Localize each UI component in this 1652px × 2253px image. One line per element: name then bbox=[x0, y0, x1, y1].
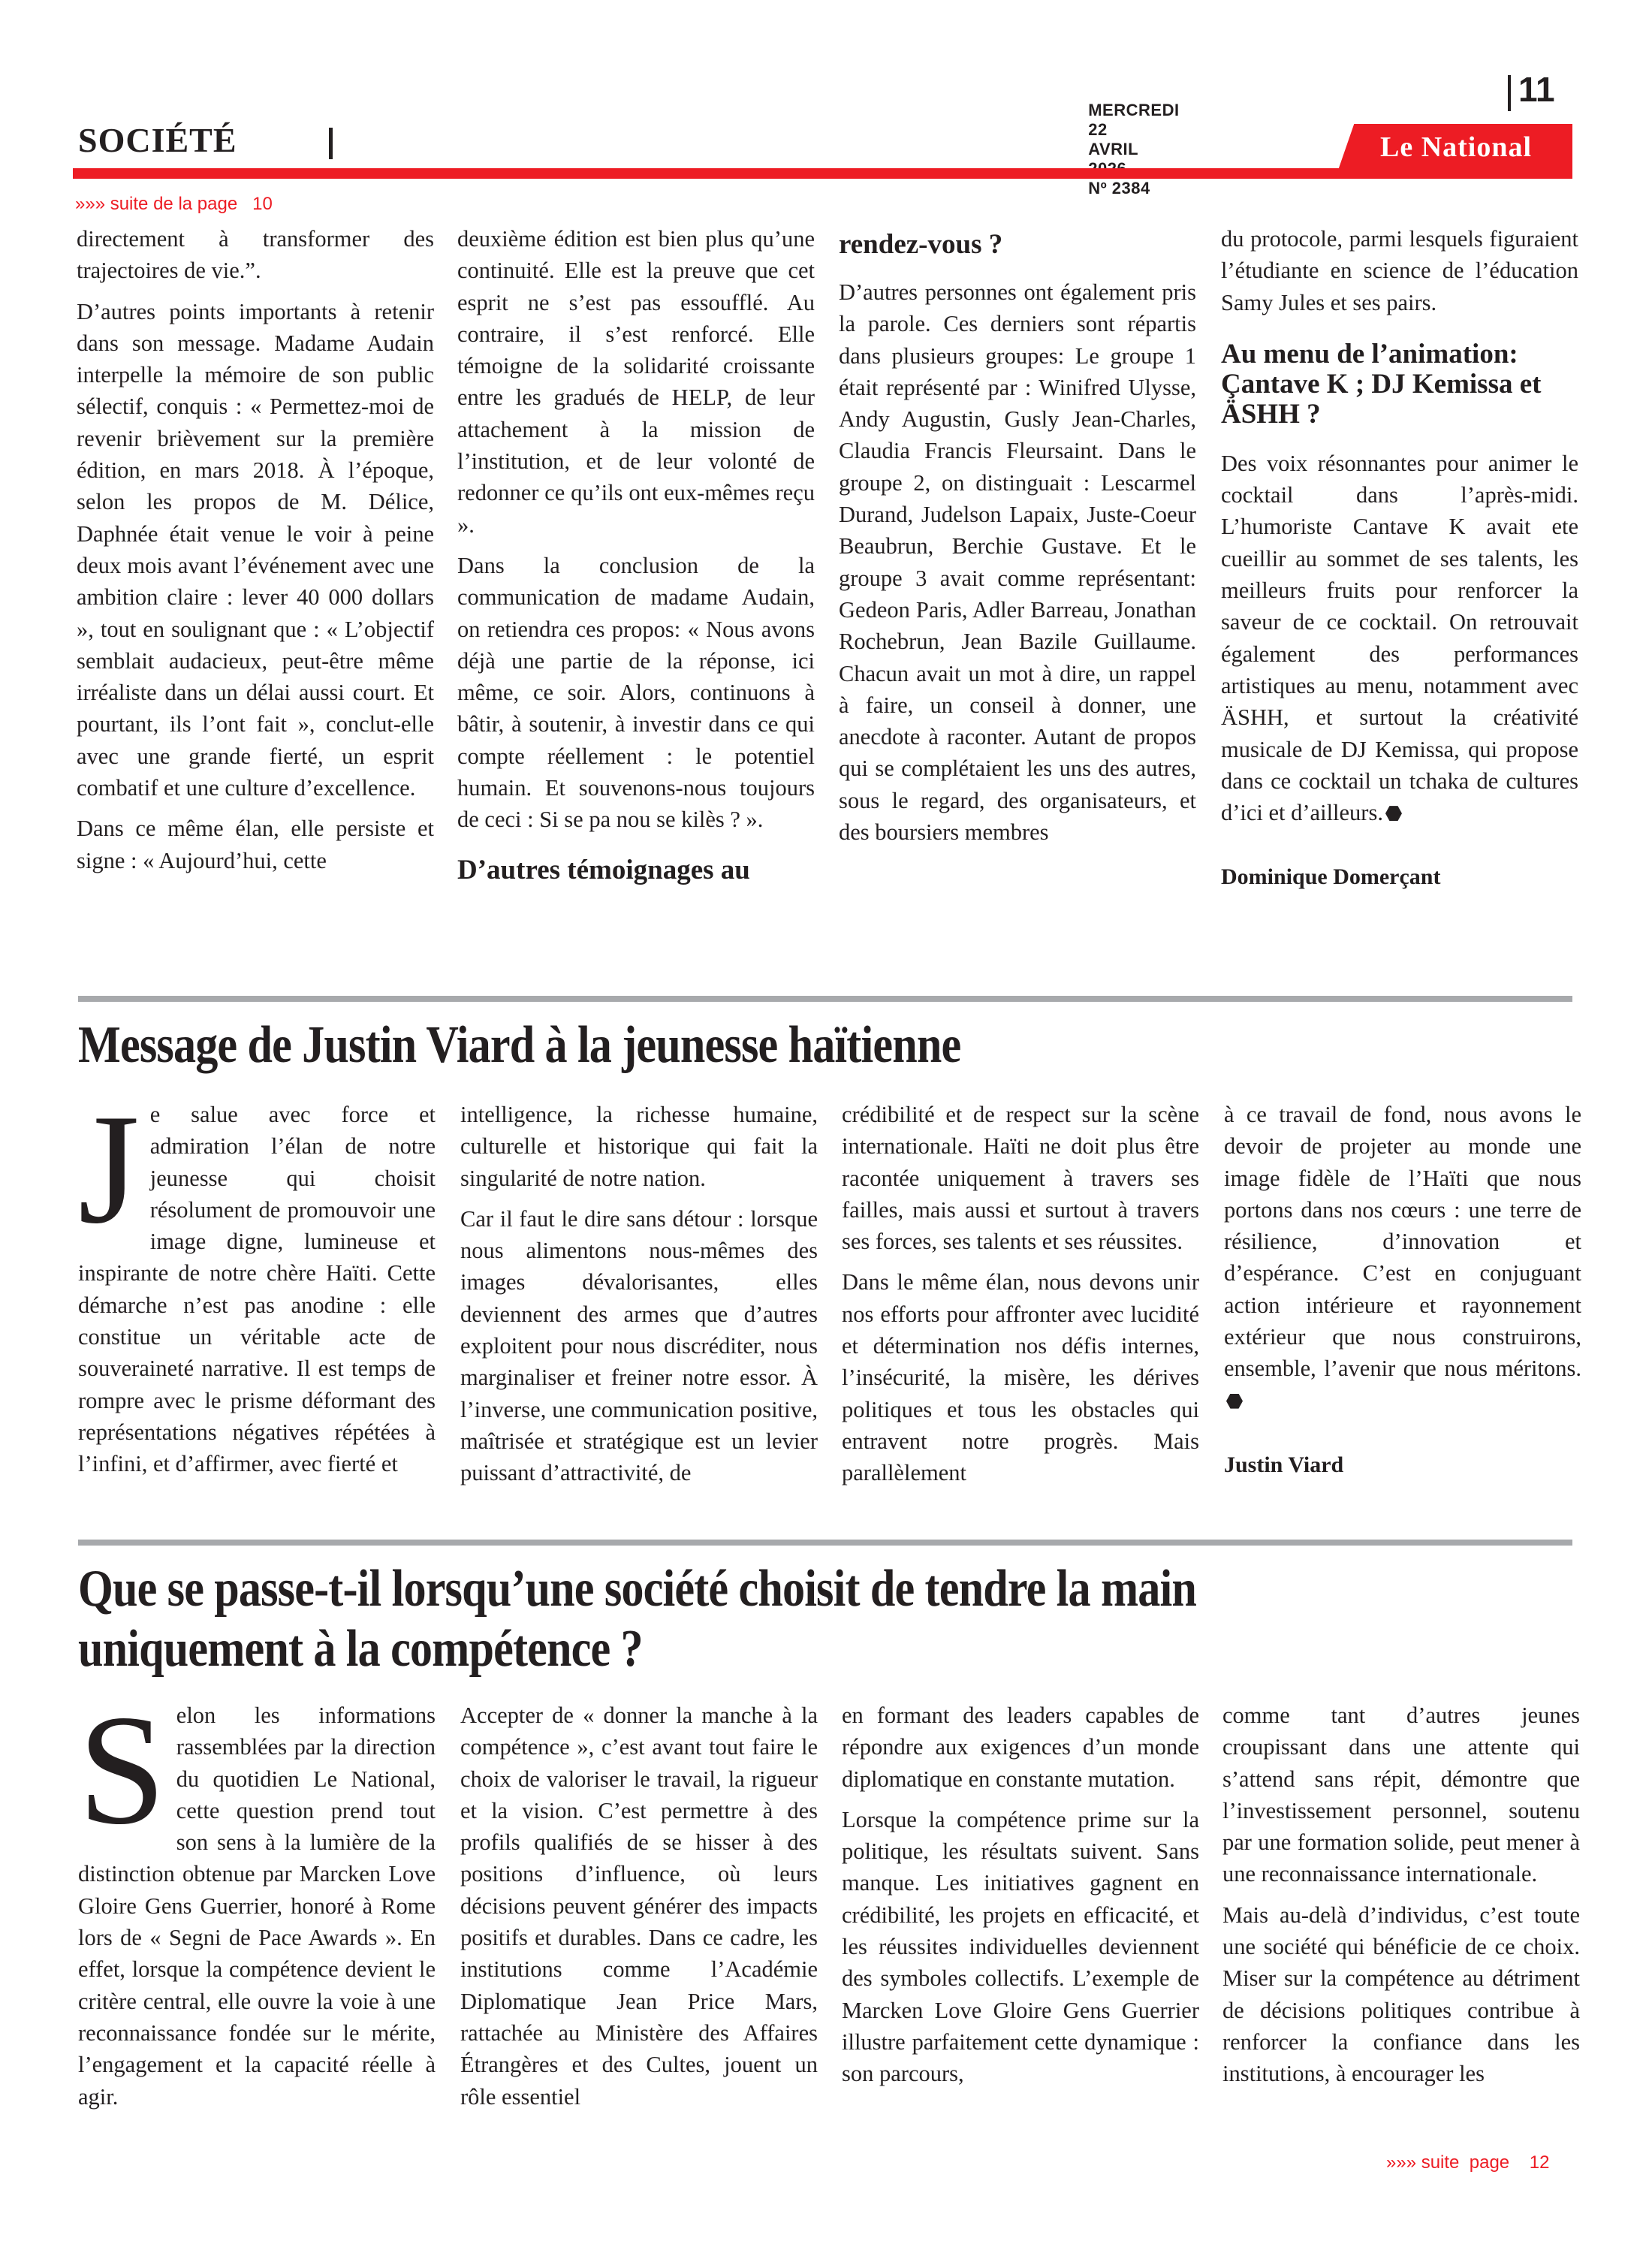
paragraph: en formant des leaders capables de répondre aux exigences d’un monde diplomatique en constante mutation. bbox=[842, 1703, 1199, 1792]
article1-column-1 bbox=[77, 223, 434, 885]
paragraph: deuxième édition est bien plus qu’une continuité. Elle est la preuve que cet esprit ne s’est pas essoufflé. Au contraire, il s’est renforcé. Elle témoigne de la solidarité croissante entre les gradués de HELP, de leur attachement à la mission de l’institution, et de leur volonté de redonner ce qu’ils ont eux-mêmes reçu ». bbox=[457, 226, 815, 538]
end-of-article-icon bbox=[1226, 1394, 1243, 1409]
paragraph: intelligence, la richesse humaine, culturelle et historique qui fait la singularité de notre nation. bbox=[460, 1102, 818, 1191]
drop-cap: J bbox=[78, 1082, 140, 1256]
article1-column-4 bbox=[1221, 223, 1578, 903]
subheading: Au menu de l’animation: Çantave K ; DJ Kemissa et ÄSHH ? bbox=[1221, 338, 1542, 430]
issue-number: Nº 2384 bbox=[1088, 179, 1150, 198]
issue-date: 22 bbox=[1088, 120, 1108, 139]
article2-column-1 bbox=[78, 1082, 436, 1489]
article2-column-2 bbox=[460, 1099, 818, 1498]
paragraph-text: elon les informations rassemblées par la direction du quotidien Le National, cette question prend tout son sens à la lumière de la distinction obtenue par Marcken Love Gloire Gens Guerrier, honoré à Rome lors de « Segni de Pace Awards ». En effet, lorsque la compétence devient le critère central, elle ouvre la voie à une reconnaissance fondée sur le mérite, l’engagement et la capacité réelle à agir. bbox=[78, 1703, 436, 2110]
article2-column-3 bbox=[842, 1099, 1199, 1498]
headline-line: uniquement à la compétence ? bbox=[78, 1620, 643, 1678]
headline-line: Que se passe-t-il lorsqu’une société choisit de tendre la main bbox=[78, 1560, 1196, 1618]
paragraph: Dans ce même élan, elle persiste et signe : « Aujourd’hui, cette bbox=[77, 816, 434, 873]
continued-to-link[interactable]: »»» suite page 12 bbox=[1386, 2152, 1550, 2173]
article3-column-4 bbox=[1222, 1700, 1580, 2099]
paragraph bbox=[1221, 448, 1578, 829]
page-number: 11 bbox=[1518, 70, 1555, 109]
paragraph: Dans la conclusion de la communication de madame Audain, on retiendra ces propos: « Nous avons déjà une partie de la réponse, ici même, ce soir. Alors, continuons à bâtir, à soutenir, à investir dans ce qui compte réellement : le potentiel humain. Et souvenons-nous toujours de ceci : Si se pa nou se kilès ? ». bbox=[457, 552, 815, 833]
paragraph: D’autres personnes ont également pris la parole. Ces derniers sont répartis dans plusieurs groupes: Le groupe 1 était représenté par : Winifred Ulysse, Andy Augustin, Gusly Jean-Charles, Claudia Francis Fleursaint. Dans le groupe 2, on distinguait : Lescarmel Durand, Judelson Lapaix, Juste-Coeur Beaubrun, Berchie Gustave. Et le groupe 3 avait comme représentant: Gedeon Paris, Adler Barreau, Jonathan Rochebrun, Jean Bazile Guillaume. Chacun avait un mot à dire, un rappel à faire, un conseil à donner, une anecdote à raconter. Autant de propos qui se complétaient les uns des autres, sous le regard, des organisateurs, et des boursiers membres bbox=[839, 279, 1196, 846]
paragraph-text: Des voix résonnantes pour animer le cocktail dans l’après-midi. L’humoriste Cantave K avait ete cueillir au sommet de ses talents, les meilleurs fruits pour renforcer la saveur de ce cocktail. On retrouvait également des performances artistiques au menu, notamment avec ÄSHH, et surtout la créativité musicale de DJ Kemissa, qui propose dans ce cocktail un tchaka de cultures d’ici et d’ailleurs. bbox=[1221, 450, 1578, 826]
paragraph: Accepter de « donner la manche à la compétence », c’est avant tout faire le choix de valoriser le travail, la rigueur et la vision. C’est permettre à des profils qualifiés de se hisser à des positions d’influence, où leurs décisions peuvent générer des impacts positifs et durables. Dans ce cadre, les institutions comme l’Académie Diplomatique Jean Price Mars, rattachée au Ministère des Affaires Étrangères et des Cultes, jouent un rôle essentiel bbox=[460, 1703, 818, 2110]
paragraph: crédibilité et de respect sur la scène internationale. Haïti ne doit plus être racontée uniquement à travers ses failles, mais aussi et surtout à travers ses forces, ses talents et ses réussites. bbox=[842, 1102, 1199, 1255]
article1-column-2 bbox=[457, 223, 815, 885]
article-divider bbox=[78, 1540, 1572, 1546]
drop-cap: S bbox=[78, 1683, 166, 1857]
paragraph bbox=[78, 1683, 436, 2113]
end-of-article-icon bbox=[1385, 806, 1402, 821]
subheading: rendez-vous ? bbox=[839, 229, 1003, 260]
paragraph: Dans le même élan, nous devons unir nos efforts pour affronter avec lucidité et détermination nos défis internes, l’insécurité, la misère, les dérives politiques et tous les obstacles qui entravent notre progrès. Mais parallèlement bbox=[842, 1269, 1199, 1486]
paragraph: D’autres points importants à retenir dans son message. Madame Audain interpelle la mémoire de son public sélectif, conquis : « Permettez-moi de revenir brièvement sur la première édition, en mars 2018. À l’époque, selon les propos de M. Délice, Daphnée était venue le voir à peine deux mois avant l’événement avec une ambition claire : lever 40 000 dollars », tout en soulignant que : « L’objectif semblait audacieux, peut-être même irréaliste dans un délai aussi court. Et pourtant, ils l’ont fait », conclut-elle avec une grande fierté, un esprit combatif et une culture d’excellence. bbox=[77, 298, 434, 801]
continued-from-link[interactable]: »»» suite de la page 10 bbox=[75, 194, 273, 214]
author-byline: Justin Viard bbox=[1224, 1452, 1344, 1477]
article3-column-3 bbox=[842, 1700, 1199, 2099]
paragraph: Car il faut le dire sans détour : lorsque nous alimentons nous-mêmes des images dévalorisantes, elles deviennent des armes que d’autres exploitent pour nous discréditer, nous marginaliser et freiner notre essor. À l’inverse, une communication positive, maîtrisée et stratégique est un levier puissant d’attractivité, de bbox=[460, 1205, 818, 1486]
paragraph-text: à ce travail de fond, nous avons le devoir de projeter au monde une image fidèle de l’Haïti que nous portons dans nos cœurs : une terre de résilience, d’innovation et d’espérance. C’est en conjuguant action intérieure et rayonnement extérieur que nous construirons, ensemble, l’avenir que nous méritons. bbox=[1224, 1102, 1581, 1382]
article3-column-2 bbox=[460, 1700, 818, 2122]
section-title: SOCIÉTÉ bbox=[78, 121, 237, 159]
article2-column-4 bbox=[1224, 1099, 1581, 1490]
paragraph: Mais au-delà d’individus, c’est toute une société qui bénéficie de ce choix. Miser sur la compétence au détriment de décisions politiques contribue à renforcer la confiance dans les institutions, à encourager les bbox=[1222, 1902, 1580, 2087]
paragraph bbox=[78, 1082, 436, 1480]
article2-headline: Message de Justin Viard à la jeunesse haïtienne bbox=[78, 1016, 961, 1074]
page-number-divider bbox=[1508, 75, 1511, 111]
article1-column-3 bbox=[839, 230, 1196, 857]
issue-day: MERCREDI bbox=[1088, 101, 1180, 119]
paragraph bbox=[1224, 1099, 1581, 1416]
article-divider bbox=[78, 996, 1572, 1002]
brand-logo: Le National bbox=[1380, 131, 1533, 163]
paragraph: du protocole, parmi lesquels figuraient l’étudiante en science de l’éducation Samy Jules et ses pairs. bbox=[1221, 226, 1578, 315]
section-divider bbox=[329, 128, 333, 159]
subheading: D’autres témoignages au bbox=[457, 854, 750, 885]
paragraph: Lorsque la compétence prime sur la politique, les résultats suivent. Sans manque. Les initiatives gagnent en crédibilité, les projets en efficacité, et les réussites individuelles deviennent des symboles collectifs. L’exemple de Marcken Love Gloire Gens Guerrier illustre parfaitement cette dynamique : son parcours, bbox=[842, 1806, 1199, 2087]
author-byline: Dominique Domerçant bbox=[1221, 864, 1441, 890]
issue-meta bbox=[1078, 81, 1194, 198]
article3-headline bbox=[78, 1559, 1196, 1679]
paragraph: comme tant d’autres jeunes croupissant dans une attente qui s’attend sans répit, démontre que l’investissement personnel, soutenu par une formation solide, peut mener à une reconnaissance internationale. bbox=[1222, 1703, 1580, 1887]
paragraph: directement à transformer des trajectoires de vie.”. bbox=[77, 226, 434, 284]
article3-column-1 bbox=[78, 1683, 436, 2122]
issue-month: AVRIL bbox=[1088, 140, 1139, 158]
paragraph-text: e salue avec force et admiration l’élan de notre jeunesse qui choisit résolument de promouvoir une image digne, lumineuse et inspirante de notre chère Haïti. Cette démarche n’est pas anodine : elle constitue un véritable acte de souveraineté narrative. Il est temps de rompre avec le prisme déformant des représentations négatives répétées à l’infini, et d’affirmer, avec fierté et bbox=[78, 1102, 436, 1477]
